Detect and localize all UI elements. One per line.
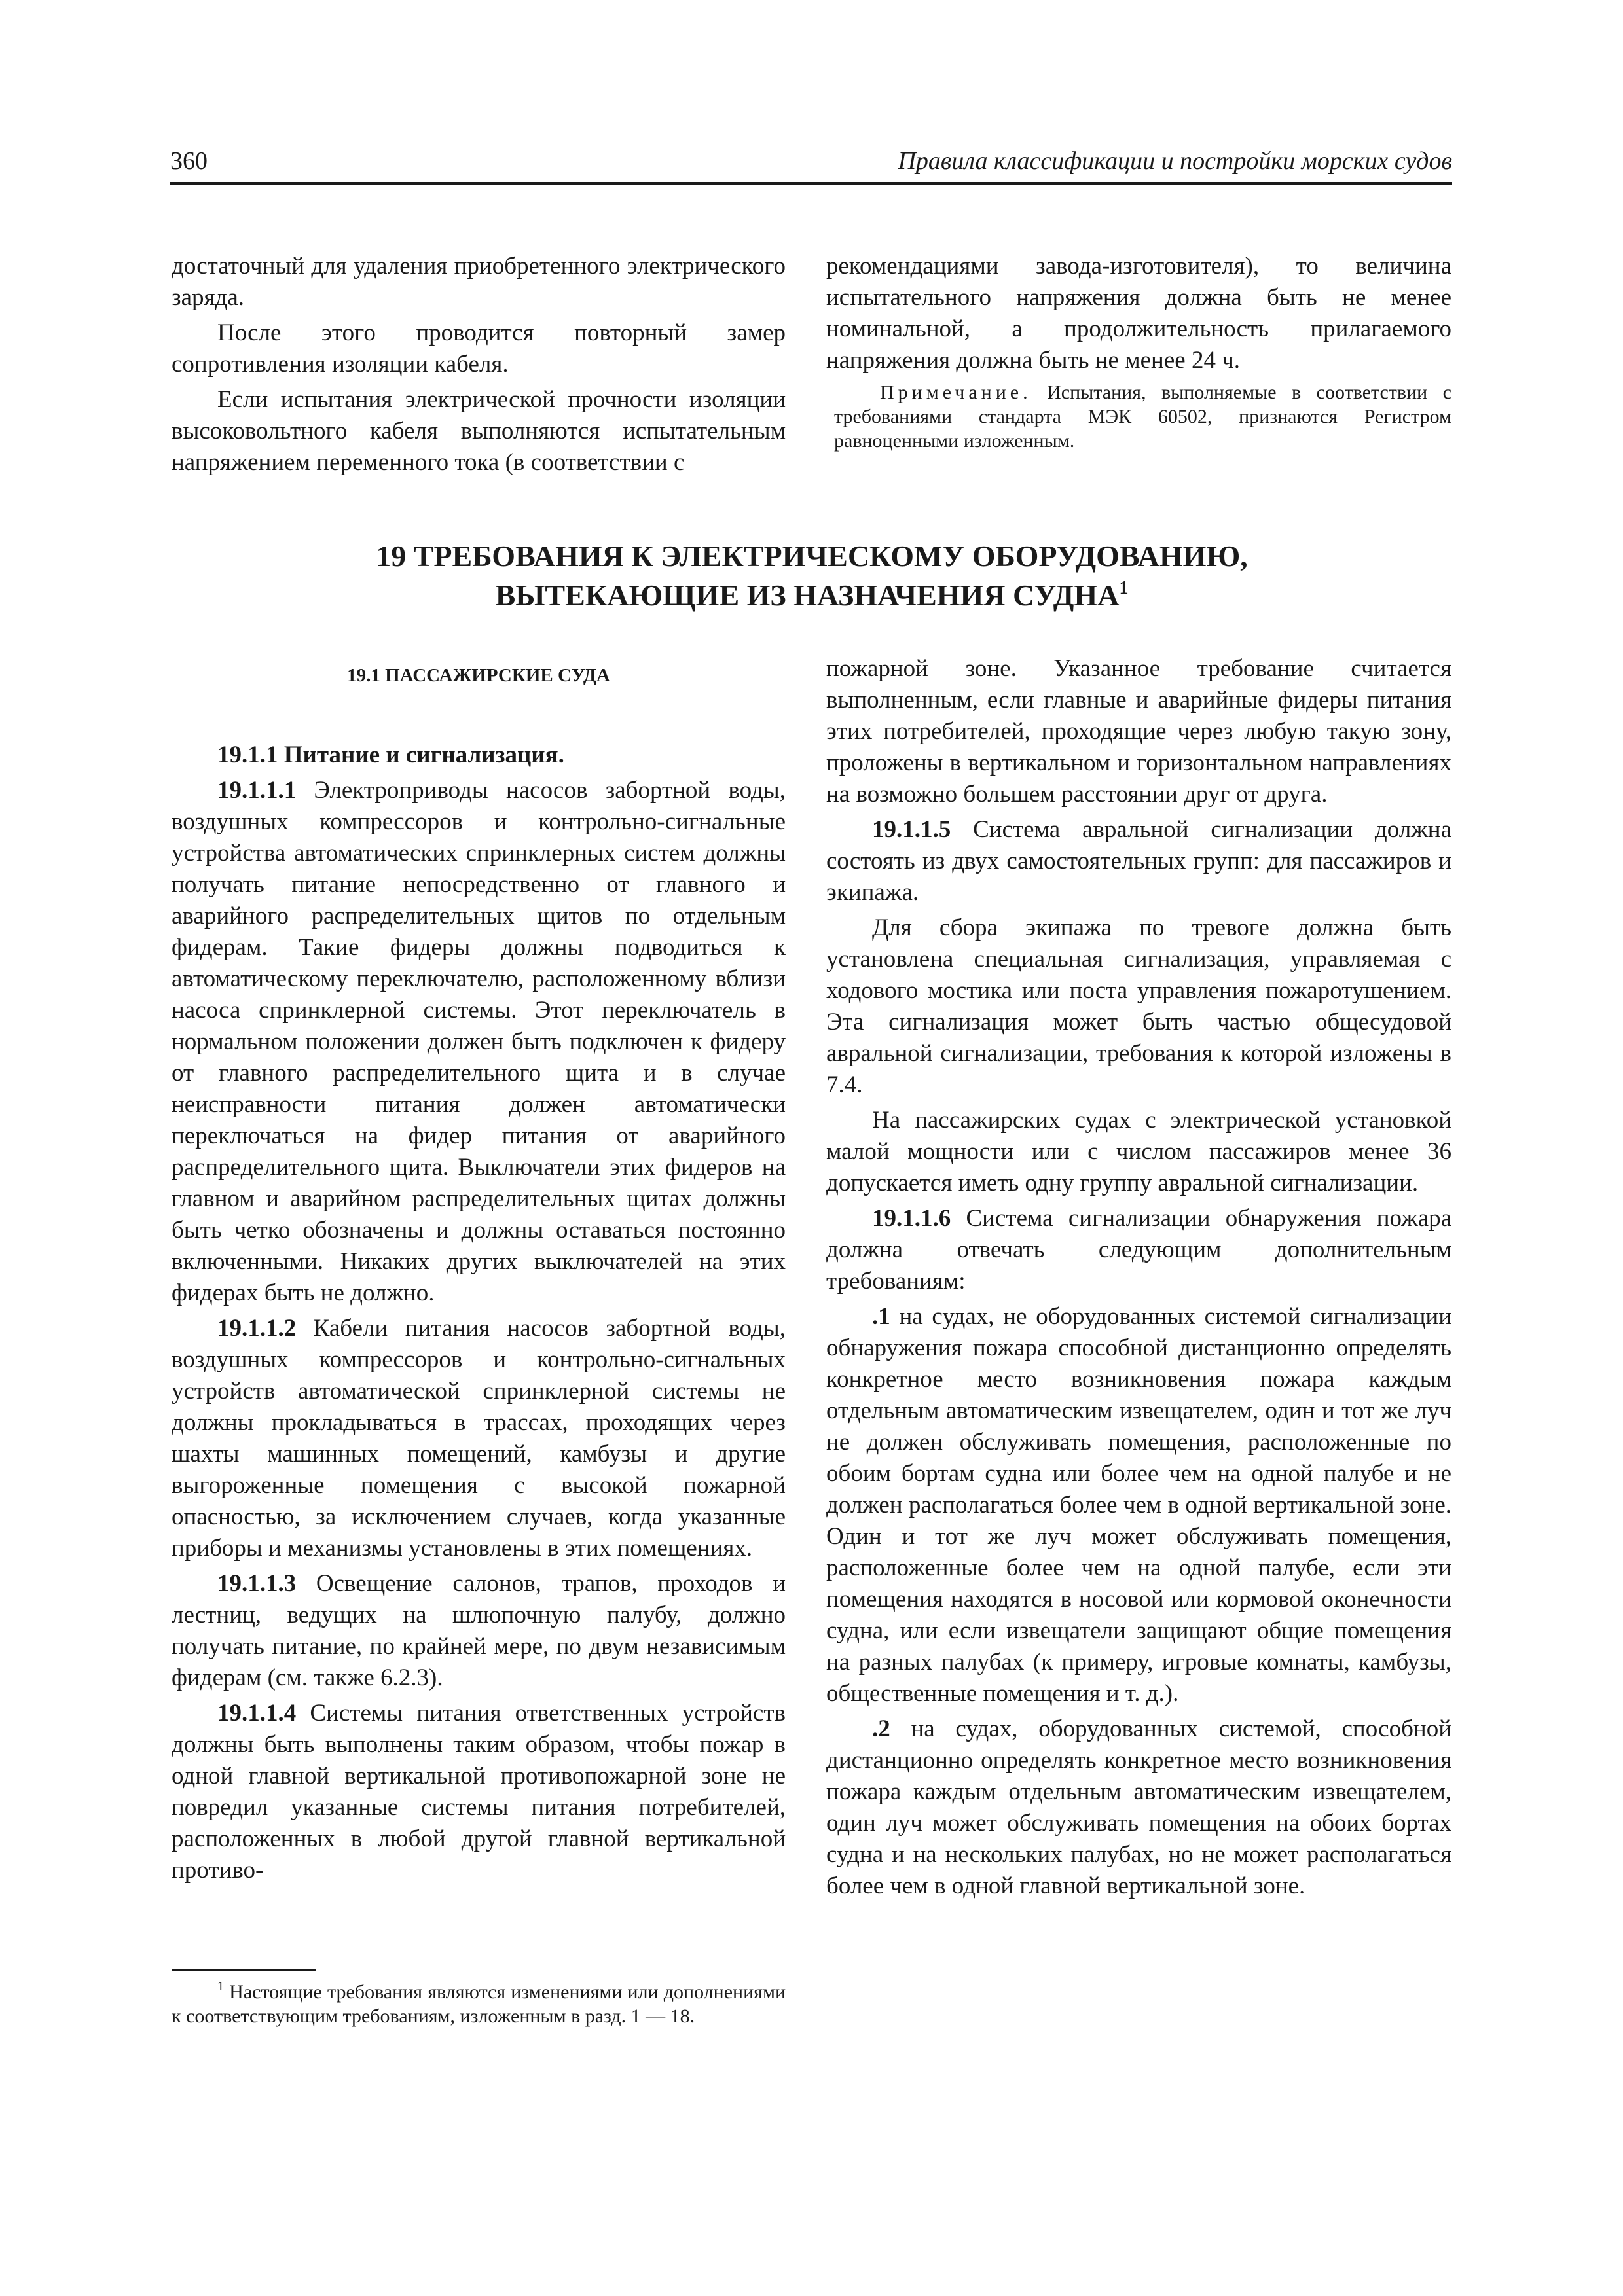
clause-number: 19.1.1.6 [872, 1205, 951, 1232]
list-item-2 [826, 1713, 1451, 1902]
clause-text: Кабели питания насосов забортной воды, воздушных компрессоров и контрольно-сигнальных устройств автоматической спринклерной системы не должны прокладываться в трассах, проходящих через шахты машинных помещений, камбузы и другие выгороженные помещения с высокой пожарной опасностью, за исключением случаев, когда указанные приборы и механизмы установлены в этих помещениях. [172, 1315, 786, 1562]
paragraph: На пассажирских судах с электрической установкой малой мощности или с числом пассажиров менее 36 допускается иметь одну группу авральной сигнализации. [826, 1107, 1451, 1196]
main-left-column [172, 653, 786, 1890]
clause-number: 19.1.1.5 [872, 816, 951, 843]
paragraph: После этого проводится повторный замер сопротивления изоляции кабеля. [172, 319, 786, 378]
paragraph-19-1-1-4 [172, 1698, 786, 1886]
paragraph-continuation: пожарной зоне. Указанное требование считается выполненным, если главные и аварийные фидеры питания этих потребителей, проходящие через любую такую зону, проложены в вертикальном и горизонтальном направлениях на возможно большем расстоянии друг от друга. [826, 655, 1451, 808]
subsection-title: 19.1.1 Питание и сигнализация. [217, 742, 564, 768]
note [826, 380, 1451, 453]
note-label: Примечание. [880, 382, 1032, 403]
page-number: 360 [170, 147, 208, 175]
clause-text: Система авральной сигнализации должна состоять из двух самостоятельных групп: для пассажиров и экипажа. [826, 816, 1451, 906]
note-text: Испытания, выполняемые в соответствии с требованиями стандарта МЭК 60502, признаются Регистром равноценными изложенным. [834, 382, 1451, 452]
item-number: .1 [872, 1303, 890, 1330]
paragraph-19-1-1-6 [826, 1203, 1451, 1297]
paragraph-19-1-1-3 [172, 1568, 786, 1694]
running-title: Правила классификации и постройки морских судов [898, 147, 1452, 175]
footnote-text: Настоящие требования являются изменениями или дополнениями к соответствующим требованиям, изложенным в разд. 1 — 18. [172, 1981, 786, 2027]
list-item-1 [826, 1301, 1451, 1710]
clause-number: 19.1.1.2 [217, 1315, 297, 1342]
footnote-mark: 1 [217, 1979, 224, 1994]
clause-number: 19.1.1.1 [217, 777, 297, 804]
chapter-title [172, 537, 1452, 615]
item-number: .2 [872, 1715, 890, 1742]
paragraph-19-1-1-1 [172, 775, 786, 1309]
footnote [172, 1980, 786, 2028]
paragraph: Если испытания электрической прочности изоляции высоковольтного кабеля выполняются испытательным напряжением переменного тока (в соответствии с [172, 386, 786, 476]
clause-text: Освещение салонов, трапов, проходов и лестниц, ведущих на шлюпочную палубу, должно получать питание, по крайней мере, по двум независимым фидерам (см. также 6.2.3). [172, 1570, 786, 1691]
footnote-reference: 1 [1119, 578, 1129, 598]
paragraph-19-1-1-5 [826, 814, 1451, 908]
clause-number: 19.1.1.3 [217, 1570, 297, 1597]
top-left-column [172, 251, 786, 482]
clause-text: Системы питания ответственных устройств должны быть выполнены таким образом, чтобы пожар в одной главной вертикальной противопожарной зоне не повредил указанные системы питания потребителей, расположенных в любой другой главной вертикальной противо- [172, 1700, 786, 1884]
top-right-column [826, 251, 1451, 457]
paragraph: достаточный для удаления приобретенного электрического заряда. [172, 253, 786, 311]
chapter-title-line1: 19 ТРЕБОВАНИЯ К ЭЛЕКТРИЧЕСКОМУ ОБОРУДОВАНИЮ, [376, 539, 1248, 573]
section-title: 19.1 ПАССАЖИРСКИЕ СУДА [347, 665, 610, 686]
item-text: на судах, не оборудованных системой сигнализации обнаружения пожара способной дистанционно определять конкретное место возникновения пожара каждым отдельным автоматическим извещателем, один и тот же луч не должен обслуживать помещения, расположенные по обоим бортам судна или более чем на одной палубе и не должен располагаться более чем в одной вертикальной зоне. Один и тот же луч может обслуживать помещения, расположенные более чем на одной палубе, если эти помещения находятся в носовой или кормовой оконечности судна, или если извещатели защищают общие помещения на разных палубах (к примеру, игровые комнаты, камбузы, общественные помещения и т. д.). [826, 1303, 1451, 1707]
page-header [170, 145, 1452, 185]
clause-number: 19.1.1.4 [217, 1700, 297, 1727]
paragraph: Для сбора экипажа по тревоге должна быть установлена специальная сигнализация, управляемая с ходового мостика или поста управления пожаротушением. Эта сигнализация может быть частью общесудовой авральной сигнализации, требования к которой изложены в 7.4. [826, 914, 1451, 1098]
clause-text: Система сигнализации обнаружения пожара должна отвечать следующим дополнительным требованиям: [826, 1205, 1451, 1295]
clause-text: Электроприводы насосов забортной воды, воздушных компрессоров и контрольно-сигнальные устройства автоматических спринклерных систем должны получать питание непосредственно от главного и аварийного распределительных щитов по отдельным фидерам. Такие фидеры должны подводиться к автоматическому переключателю, расположенному вблизи насоса спринклерной системы. Этот переключатель в нормальном положении должен быть подключен к фидеру от главного распределительного щита и в случае неисправности питания должен автоматически переключаться на фидер питания от аварийного распределительного щита. Выключатели этих фидеров на главном и аварийном распределительных щитах должны быть четко обозначены и должны оставаться постоянно включенными. Никаких других выключателей на этих фидерах быть не должно. [172, 777, 786, 1306]
paragraph-19-1-1-2 [172, 1313, 786, 1564]
footnote-divider [172, 1969, 316, 1971]
item-text: на судах, оборудованных системой, способной дистанционно определять конкретное место возникновения пожара каждым отдельным автоматическим извещателем, один луч может обслуживать помещения на обоих бортах судна и на нескольких палубах, но не может располагаться более чем в одной главной вертикальной зоне. [826, 1715, 1451, 1899]
paragraph: рекомендациями завода-изготовителя), то величина испытательного напряжения должна быть не менее номинальной, а продолжительность прилагаемого напряжения должна быть не менее 24 ч. [826, 253, 1451, 374]
main-right-column [826, 653, 1451, 1906]
chapter-title-line2: ВЫТЕКАЮЩИЕ ИЗ НАЗНАЧЕНИЯ СУДНА [495, 579, 1120, 612]
